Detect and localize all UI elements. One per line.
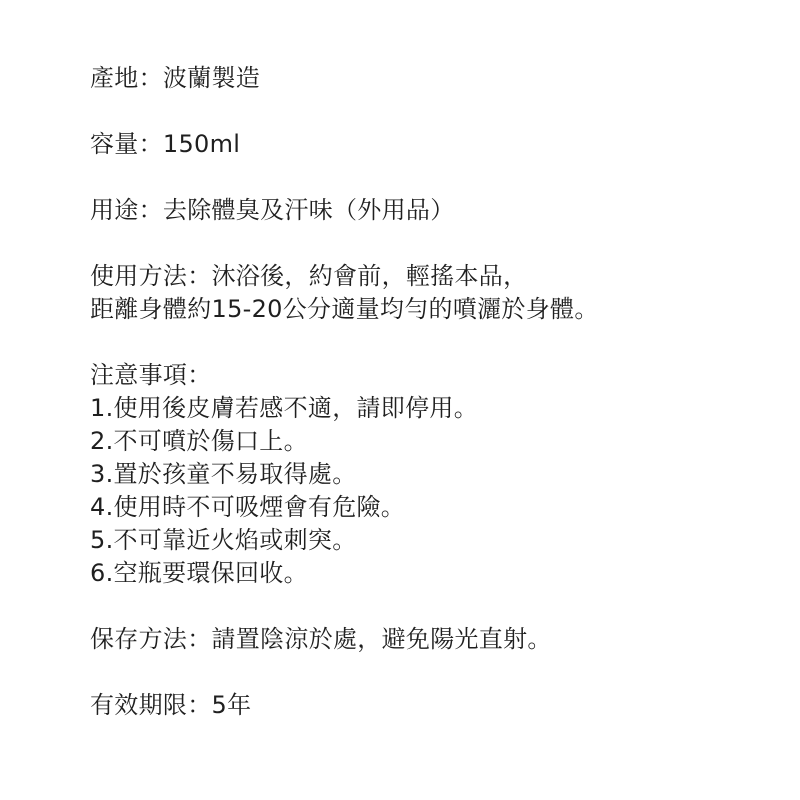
spacer (90, 326, 760, 359)
spacer (90, 95, 760, 128)
cautions-heading: 注意事項： (90, 361, 212, 389)
spacer (90, 161, 760, 194)
spacer (90, 227, 760, 260)
product-info-text (90, 62, 760, 722)
usage-line: 用途：去除體臭及汗味（外用品） (90, 196, 455, 224)
caution-item: 1.使用後皮膚若感不適，請即停用。 (90, 394, 478, 422)
caution-item: 3.置於孩童不易取得處。 (90, 460, 357, 488)
storage-line: 保存方法：請置陰涼於處，避免陽光直射。 (90, 625, 552, 653)
shelf-life-line: 有效期限：5年 (90, 691, 252, 719)
directions-line-2: 距離身體約15-20公分適量均勻的噴灑於身體。 (90, 295, 599, 323)
caution-item: 4.使用時不可吸煙會有危險。 (90, 493, 406, 521)
caution-item: 6.空瓶要環保回收。 (90, 559, 308, 587)
directions-line-1: 使用方法：沐浴後，約會前，輕搖本品， (90, 262, 528, 290)
spacer (90, 590, 760, 623)
capacity-line: 容量：150ml (90, 130, 241, 158)
spacer (90, 656, 760, 689)
caution-item: 2.不可噴於傷口上。 (90, 427, 308, 455)
origin-line: 產地：波蘭製造 (90, 64, 261, 92)
caution-item: 5.不可靠近火焰或刺突。 (90, 526, 357, 554)
